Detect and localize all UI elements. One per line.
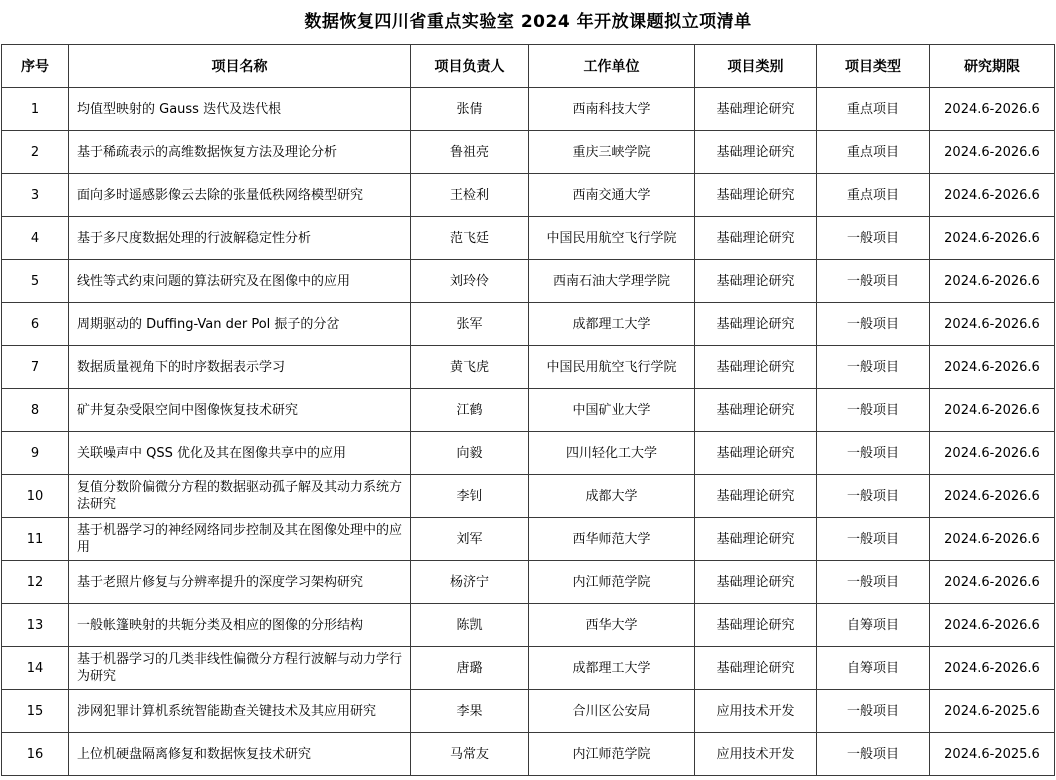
cell-period: 2024.6-2026.6	[930, 260, 1055, 303]
table-row	[2, 303, 1055, 346]
table-row	[2, 518, 1055, 561]
cell-unit: 西南石油大学理学院	[529, 260, 695, 303]
cell-no: 5	[2, 260, 69, 303]
cell-leader: 唐璐	[411, 647, 529, 690]
header-project-name: 项目名称	[69, 45, 411, 88]
cell-project-name: 基于多尺度数据处理的行波解稳定性分析	[69, 217, 411, 260]
cell-leader: 陈凯	[411, 604, 529, 647]
cell-project-name: 面向多时遥感影像云去除的张量低秩网络模型研究	[69, 174, 411, 217]
cell-type: 重点项目	[817, 174, 930, 217]
cell-no: 12	[2, 561, 69, 604]
cell-unit: 成都大学	[529, 475, 695, 518]
cell-period: 2024.6-2026.6	[930, 131, 1055, 174]
cell-category: 基础理论研究	[695, 260, 817, 303]
cell-category: 应用技术开发	[695, 690, 817, 733]
table-row	[2, 733, 1055, 776]
table-row	[2, 174, 1055, 217]
cell-leader: 马常友	[411, 733, 529, 776]
cell-project-name: 关联噪声中 QSS 优化及其在图像共享中的应用	[69, 432, 411, 475]
cell-leader: 范飞廷	[411, 217, 529, 260]
cell-no: 1	[2, 88, 69, 131]
cell-no: 8	[2, 389, 69, 432]
cell-period: 2024.6-2026.6	[930, 303, 1055, 346]
cell-project-name: 基于机器学习的几类非线性偏微分方程行波解与动力学行为研究	[69, 647, 411, 690]
cell-category: 基础理论研究	[695, 604, 817, 647]
header-type: 项目类型	[817, 45, 930, 88]
cell-period: 2024.6-2026.6	[930, 389, 1055, 432]
cell-unit: 中国民用航空飞行学院	[529, 346, 695, 389]
table-row	[2, 217, 1055, 260]
cell-category: 基础理论研究	[695, 518, 817, 561]
table-row	[2, 647, 1055, 690]
cell-unit: 西南交通大学	[529, 174, 695, 217]
cell-type: 自筹项目	[817, 647, 930, 690]
cell-period: 2024.6-2026.6	[930, 604, 1055, 647]
cell-leader: 张倩	[411, 88, 529, 131]
cell-project-name: 均值型映射的 Gauss 迭代及迭代根	[69, 88, 411, 131]
cell-period: 2024.6-2026.6	[930, 88, 1055, 131]
cell-leader: 向毅	[411, 432, 529, 475]
cell-leader: 王检利	[411, 174, 529, 217]
cell-unit: 成都理工大学	[529, 303, 695, 346]
cell-unit: 西南科技大学	[529, 88, 695, 131]
cell-type: 重点项目	[817, 131, 930, 174]
cell-type: 一般项目	[817, 518, 930, 561]
cell-unit: 中国矿业大学	[529, 389, 695, 432]
cell-unit: 重庆三峡学院	[529, 131, 695, 174]
table-row	[2, 475, 1055, 518]
cell-no: 15	[2, 690, 69, 733]
document-title: 数据恢复四川省重点实验室 2024 年开放课题拟立项清单	[304, 12, 752, 32]
cell-period: 2024.6-2025.6	[930, 690, 1055, 733]
header-no: 序号	[2, 45, 69, 88]
table-row	[2, 432, 1055, 475]
cell-type: 一般项目	[817, 475, 930, 518]
cell-category: 基础理论研究	[695, 88, 817, 131]
cell-project-name: 上位机硬盘隔离修复和数据恢复技术研究	[69, 733, 411, 776]
table-row	[2, 604, 1055, 647]
cell-period: 2024.6-2025.6	[930, 733, 1055, 776]
cell-unit: 合川区公安局	[529, 690, 695, 733]
cell-no: 7	[2, 346, 69, 389]
cell-leader: 江鹤	[411, 389, 529, 432]
cell-category: 基础理论研究	[695, 217, 817, 260]
cell-project-name: 涉网犯罪计算机系统智能勘查关键技术及其应用研究	[69, 690, 411, 733]
cell-type: 自筹项目	[817, 604, 930, 647]
cell-project-name: 一般帐篷映射的共轭分类及相应的图像的分形结构	[69, 604, 411, 647]
header-leader: 项目负责人	[411, 45, 529, 88]
cell-type: 一般项目	[817, 733, 930, 776]
cell-project-name: 矿井复杂受限空间中图像恢复技术研究	[69, 389, 411, 432]
cell-period: 2024.6-2026.6	[930, 647, 1055, 690]
cell-leader: 李果	[411, 690, 529, 733]
cell-leader: 张军	[411, 303, 529, 346]
table-row	[2, 131, 1055, 174]
cell-leader: 刘军	[411, 518, 529, 561]
cell-period: 2024.6-2026.6	[930, 217, 1055, 260]
table-row	[2, 690, 1055, 733]
cell-unit: 成都理工大学	[529, 647, 695, 690]
table-row	[2, 561, 1055, 604]
cell-no: 10	[2, 475, 69, 518]
cell-period: 2024.6-2026.6	[930, 561, 1055, 604]
cell-unit: 四川轻化工大学	[529, 432, 695, 475]
cell-leader: 杨济宁	[411, 561, 529, 604]
cell-type: 一般项目	[817, 561, 930, 604]
cell-category: 基础理论研究	[695, 647, 817, 690]
cell-no: 13	[2, 604, 69, 647]
cell-type: 一般项目	[817, 389, 930, 432]
table-row	[2, 88, 1055, 131]
cell-project-name: 周期驱动的 Duffing-Van der Pol 振子的分岔	[69, 303, 411, 346]
cell-no: 2	[2, 131, 69, 174]
cell-period: 2024.6-2026.6	[930, 174, 1055, 217]
cell-type: 重点项目	[817, 88, 930, 131]
cell-unit: 中国民用航空飞行学院	[529, 217, 695, 260]
cell-type: 一般项目	[817, 217, 930, 260]
cell-no: 16	[2, 733, 69, 776]
cell-leader: 刘玲伶	[411, 260, 529, 303]
cell-category: 基础理论研究	[695, 303, 817, 346]
cell-leader: 黄飞虎	[411, 346, 529, 389]
header-category: 项目类别	[695, 45, 817, 88]
cell-unit: 西华师范大学	[529, 518, 695, 561]
cell-leader: 李钊	[411, 475, 529, 518]
cell-category: 应用技术开发	[695, 733, 817, 776]
cell-period: 2024.6-2026.6	[930, 475, 1055, 518]
table-row	[2, 346, 1055, 389]
cell-project-name: 复值分数阶偏微分方程的数据驱动孤子解及其动力系统方法研究	[69, 475, 411, 518]
cell-type: 一般项目	[817, 303, 930, 346]
cell-category: 基础理论研究	[695, 389, 817, 432]
cell-project-name: 基于机器学习的神经网络同步控制及其在图像处理中的应用	[69, 518, 411, 561]
cell-category: 基础理论研究	[695, 432, 817, 475]
cell-type: 一般项目	[817, 432, 930, 475]
cell-unit: 西华大学	[529, 604, 695, 647]
cell-no: 11	[2, 518, 69, 561]
cell-unit: 内江师范学院	[529, 561, 695, 604]
table-body	[2, 88, 1055, 776]
header-unit: 工作单位	[529, 45, 695, 88]
table-row	[2, 389, 1055, 432]
table-row	[2, 260, 1055, 303]
cell-no: 3	[2, 174, 69, 217]
cell-unit: 内江师范学院	[529, 733, 695, 776]
cell-period: 2024.6-2026.6	[930, 518, 1055, 561]
cell-no: 6	[2, 303, 69, 346]
cell-category: 基础理论研究	[695, 174, 817, 217]
cell-period: 2024.6-2026.6	[930, 432, 1055, 475]
cell-no: 4	[2, 217, 69, 260]
cell-leader: 鲁祖亮	[411, 131, 529, 174]
table-header-row	[2, 45, 1055, 88]
cell-category: 基础理论研究	[695, 475, 817, 518]
cell-type: 一般项目	[817, 690, 930, 733]
cell-type: 一般项目	[817, 260, 930, 303]
cell-project-name: 数据质量视角下的时序数据表示学习	[69, 346, 411, 389]
cell-project-name: 基于老照片修复与分辨率提升的深度学习架构研究	[69, 561, 411, 604]
cell-category: 基础理论研究	[695, 561, 817, 604]
cell-type: 一般项目	[817, 346, 930, 389]
project-table	[1, 44, 1055, 776]
cell-category: 基础理论研究	[695, 131, 817, 174]
cell-project-name: 线性等式约束问题的算法研究及在图像中的应用	[69, 260, 411, 303]
cell-no: 14	[2, 647, 69, 690]
cell-no: 9	[2, 432, 69, 475]
cell-category: 基础理论研究	[695, 346, 817, 389]
cell-project-name: 基于稀疏表示的高维数据恢复方法及理论分析	[69, 131, 411, 174]
cell-period: 2024.6-2026.6	[930, 346, 1055, 389]
header-period: 研究期限	[930, 45, 1055, 88]
